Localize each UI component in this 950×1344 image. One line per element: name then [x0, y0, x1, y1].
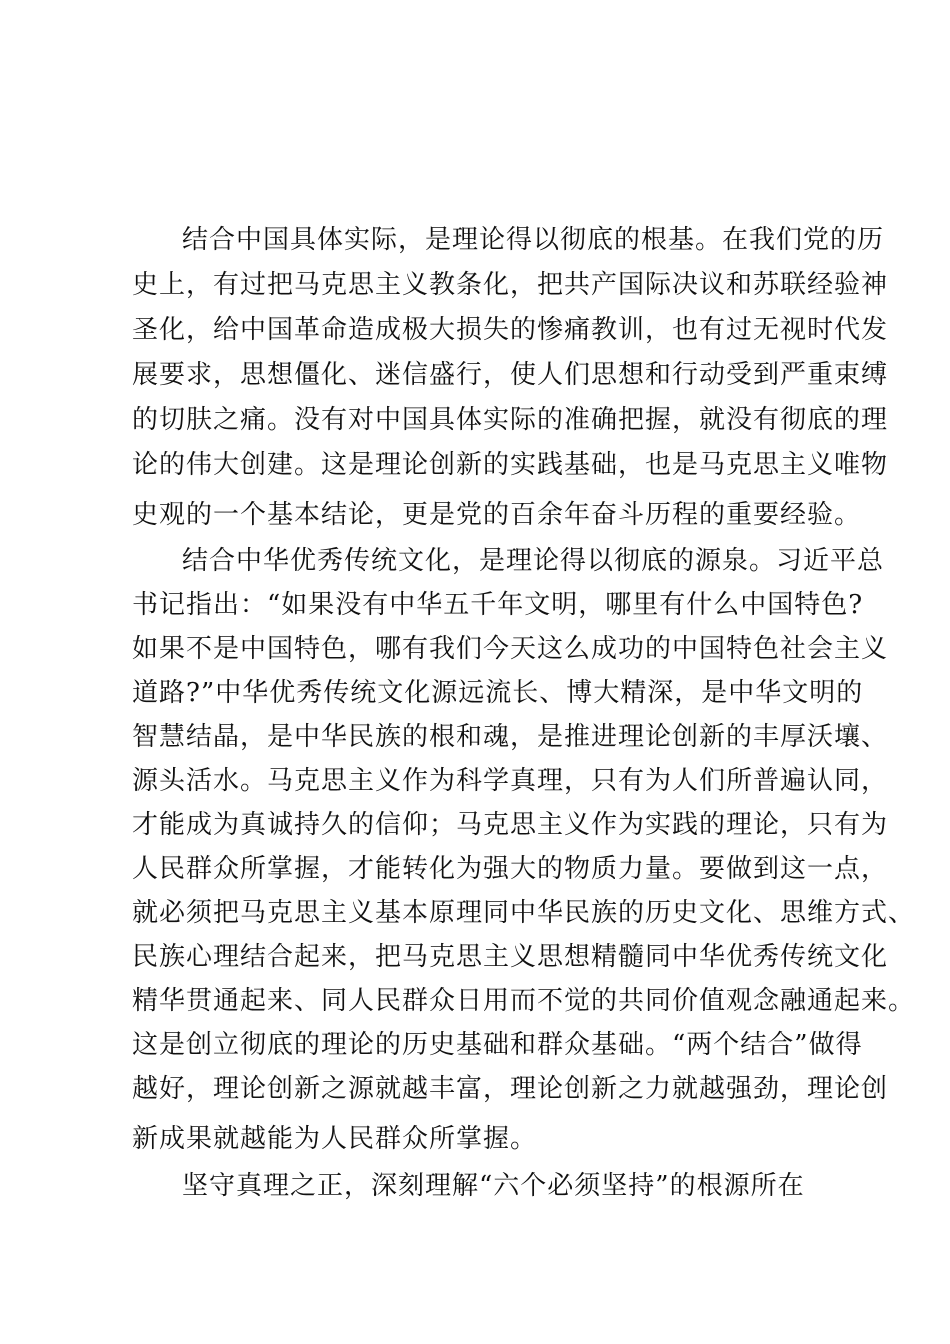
paragraph-line: 圣化，给中国革命造成极大损失的惨痛教训，也有过无视时代发	[132, 315, 889, 345]
section-heading: 坚守真理之正，深刻理解“六个必须坚持”的根源所在	[182, 1171, 805, 1201]
paragraph-line: 才能成为真诚持久的信仰；马克思主义作为实践的理论，只有为	[132, 810, 889, 840]
paragraph-line: 展要求，思想僵化、迷信盛行，使人们思想和行动受到严重束缚	[132, 360, 889, 390]
paragraph-line: 越好，理论创新之源就越丰富，理论创新之力就越强劲，理论创	[132, 1074, 889, 1104]
paragraph-line: 新成果就越能为人民群众所掌握。	[132, 1124, 538, 1154]
paragraph-line: 书记指出：“如果没有中华五千年文明，哪里有什么中国特色?	[132, 590, 864, 620]
paragraph-line: 结合中国具体实际，是理论得以彻底的根基。在我们党的历	[182, 225, 885, 255]
paragraph-line: 史上，有过把马克思主义教条化，把共产国际决议和苏联经验神	[132, 270, 889, 300]
paragraph-line: 就必须把马克思主义基本原理同中华民族的历史文化、思维方式、	[132, 898, 916, 928]
paragraph-line: 如果不是中国特色，哪有我们今天这么成功的中国特色社会主义	[132, 634, 889, 664]
paragraph-line: 人民群众所掌握，才能转化为强大的物质力量。要做到这一点，	[132, 854, 889, 884]
paragraph-line: 结合中华优秀传统文化，是理论得以彻底的源泉。习近平总	[182, 546, 885, 576]
paragraph-line: 论的伟大创建。这是理论创新的实践基础，也是马克思主义唯物	[132, 450, 889, 480]
paragraph-line: 源头活水。马克思主义作为科学真理，只有为人们所普遍认同，	[132, 766, 889, 796]
paragraph-line: 的切肤之痛。没有对中国具体实际的准确把握，就没有彻底的理	[132, 405, 889, 435]
paragraph-line: 史观的一个基本结论，更是党的百余年奋斗历程的重要经验。	[132, 500, 862, 530]
paragraph-line: 这是创立彻底的理论的历史基础和群众基础。“两个结合”做得	[132, 1030, 863, 1060]
paragraph-line: 智慧结晶，是中华民族的根和魂，是推进理论创新的丰厚沃壤、	[132, 722, 889, 752]
paragraph-line: 道路?”中华优秀传统文化源远流长、博大精深，是中华文明的	[132, 678, 864, 708]
paragraph-line: 民族心理结合起来，把马克思主义思想精髓同中华优秀传统文化	[132, 942, 889, 972]
paragraph-line: 精华贯通起来、同人民群众日用而不觉的共同价值观念融通起来。	[132, 986, 916, 1016]
